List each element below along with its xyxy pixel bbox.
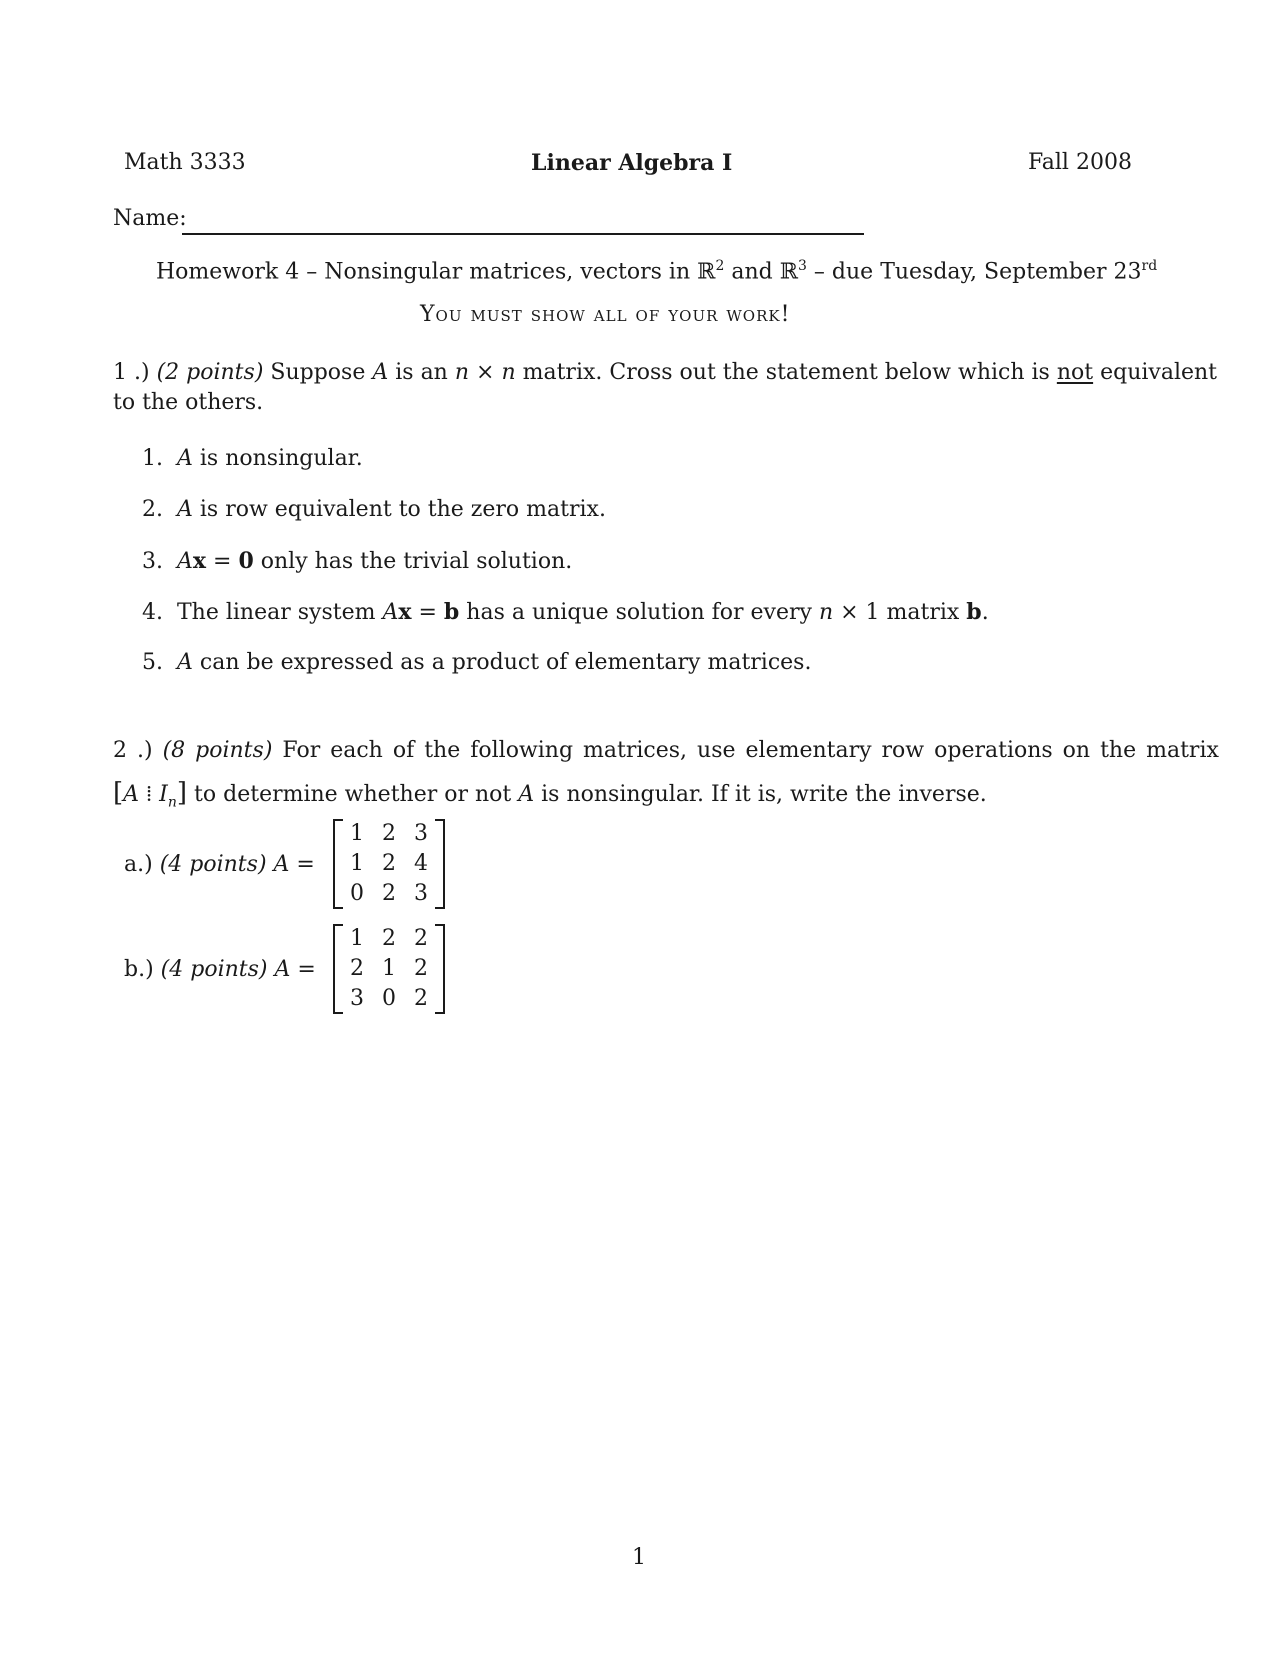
n-by-n: n xyxy=(501,360,516,385)
q1-text: equivalent xyxy=(1093,360,1218,385)
var-a: A xyxy=(382,600,399,625)
r2-exponent: 2 xyxy=(715,258,725,274)
matrix-cell: 1 xyxy=(350,926,364,951)
part-points: (4 points) xyxy=(159,852,267,877)
matrix-cell: 2 xyxy=(382,851,396,876)
part-a-label xyxy=(124,852,315,877)
part-b-label xyxy=(124,957,316,982)
term: Fall 2008 xyxy=(1028,150,1132,175)
and-text: and xyxy=(724,259,780,285)
var-a: A xyxy=(177,650,193,675)
matrix-cell: 2 xyxy=(350,956,364,981)
matrix-cell: 2 xyxy=(382,821,396,846)
list-number: 1. xyxy=(142,446,163,471)
matrix-cell: 2 xyxy=(382,881,396,906)
n-by-n: n xyxy=(454,360,470,385)
q1-statement-4: 4. The linear system Ax = b has a unique solution for every n × 1 matrix b. xyxy=(142,599,989,625)
matrix-cell: 3 xyxy=(350,986,364,1011)
q1-number: 1 .) xyxy=(113,360,150,385)
part-points: (4 points) xyxy=(160,957,268,982)
q1-statement-2 xyxy=(142,497,606,522)
rd-superscript: rd xyxy=(1141,258,1158,274)
homework-title-prefix: Homework 4 – Nonsingular matrices, vectors in xyxy=(156,259,698,285)
r-symbol: ℝ xyxy=(697,259,716,285)
q1-prompt-line2: to the others. xyxy=(113,390,264,415)
statement-text: only has the trivial solution. xyxy=(253,549,573,574)
bold-b: b xyxy=(966,599,982,625)
q2-text: to determine whether or not xyxy=(187,782,519,807)
q1-statement-1 xyxy=(142,446,363,471)
name-label: Name: xyxy=(113,206,187,231)
due-date: – due Tuesday, September 23 xyxy=(806,259,1142,285)
q2-prompt xyxy=(113,738,1219,763)
q2-text: For each of the following matrices, use elementary row operations on the matrix xyxy=(272,738,1219,763)
list-number: 2. xyxy=(142,497,163,522)
matrix-b xyxy=(333,924,445,1014)
var-a: A xyxy=(177,446,193,471)
warning-text: You must show all of your work! xyxy=(420,302,791,327)
matrix-cell: 1 xyxy=(350,851,364,876)
matrix-cell: 2 xyxy=(382,926,396,951)
list-number: 4. xyxy=(142,600,163,625)
matrix-cell: 0 xyxy=(382,986,396,1011)
q2-text: is nonsingular. If it is, write the inverse. xyxy=(534,782,987,807)
course-title: Linear Algebra I xyxy=(531,150,733,176)
matrix-cell: 1 xyxy=(350,821,364,846)
statement-text: can be expressed as a product of elementary matrices. xyxy=(192,650,812,675)
var-a: A xyxy=(177,497,193,522)
var-n: n xyxy=(818,600,834,625)
q1-text: Suppose xyxy=(263,360,373,385)
page-number: 1 xyxy=(632,1545,646,1570)
equation-lhs: A = xyxy=(273,852,315,877)
bold-zero: 0 xyxy=(238,548,254,574)
matrix-cell: 3 xyxy=(414,881,428,906)
right-bracket xyxy=(435,819,445,909)
part-label: a.) xyxy=(124,852,153,877)
q1-statement-5 xyxy=(142,650,811,675)
bold-x: x xyxy=(192,548,207,574)
name-blank-line xyxy=(182,233,864,235)
part-label: b.) xyxy=(124,957,154,982)
course-number: Math 3333 xyxy=(124,150,246,175)
q2-points: (8 points) xyxy=(162,738,273,763)
matrix-cell: 0 xyxy=(350,881,364,906)
bold-x: x xyxy=(398,599,412,625)
bold-b: b xyxy=(443,599,460,625)
not-underlined: not xyxy=(1056,360,1094,385)
q1-text: matrix. Cross out the statement below which is xyxy=(515,360,1057,385)
q1-points: (2 points) xyxy=(156,360,264,385)
matrix-cell: 2 xyxy=(414,986,428,1011)
matrix-cell: 4 xyxy=(414,851,428,876)
var-a: A xyxy=(518,782,535,807)
homework-title xyxy=(156,258,1157,284)
r-symbol: ℝ xyxy=(779,259,799,285)
matrix-cell: 1 xyxy=(382,956,396,981)
q1-statement-3: 3. Ax = 0 only has the trivial solution. xyxy=(142,548,573,574)
right-bracket xyxy=(435,924,445,1014)
list-number: 5. xyxy=(142,650,163,675)
var-a: A xyxy=(177,549,193,574)
statement-text: is nonsingular. xyxy=(192,446,363,471)
statement-text: matrix xyxy=(879,600,967,625)
q2-prompt-line2 xyxy=(113,778,987,810)
r3-exponent: 3 xyxy=(798,258,807,274)
var-a: A xyxy=(372,360,389,385)
equation-lhs: A = xyxy=(274,957,316,982)
left-bracket xyxy=(333,819,343,909)
augmented-matrix-notation: [A ⁞ $I_n$] xyxy=(113,778,188,811)
statement-text: is row equivalent to the zero matrix. xyxy=(192,497,606,522)
matrix-a xyxy=(333,819,445,909)
matrix-cell: 2 xyxy=(414,956,428,981)
statement-text: has a unique solution for every xyxy=(459,600,819,625)
left-bracket xyxy=(333,924,343,1014)
list-number: 3. xyxy=(142,549,163,574)
statement-text: The linear system xyxy=(177,600,383,625)
q1-prompt: 1 .) (2 points) Suppose A is an n × n matrix. Cross out the statement below which is not equivalent xyxy=(113,360,1218,385)
matrix-cell: 2 xyxy=(414,926,428,951)
q2-number: 2 .) xyxy=(113,738,153,763)
matrix-cell: 3 xyxy=(414,821,428,846)
q1-text: is an xyxy=(388,360,455,385)
